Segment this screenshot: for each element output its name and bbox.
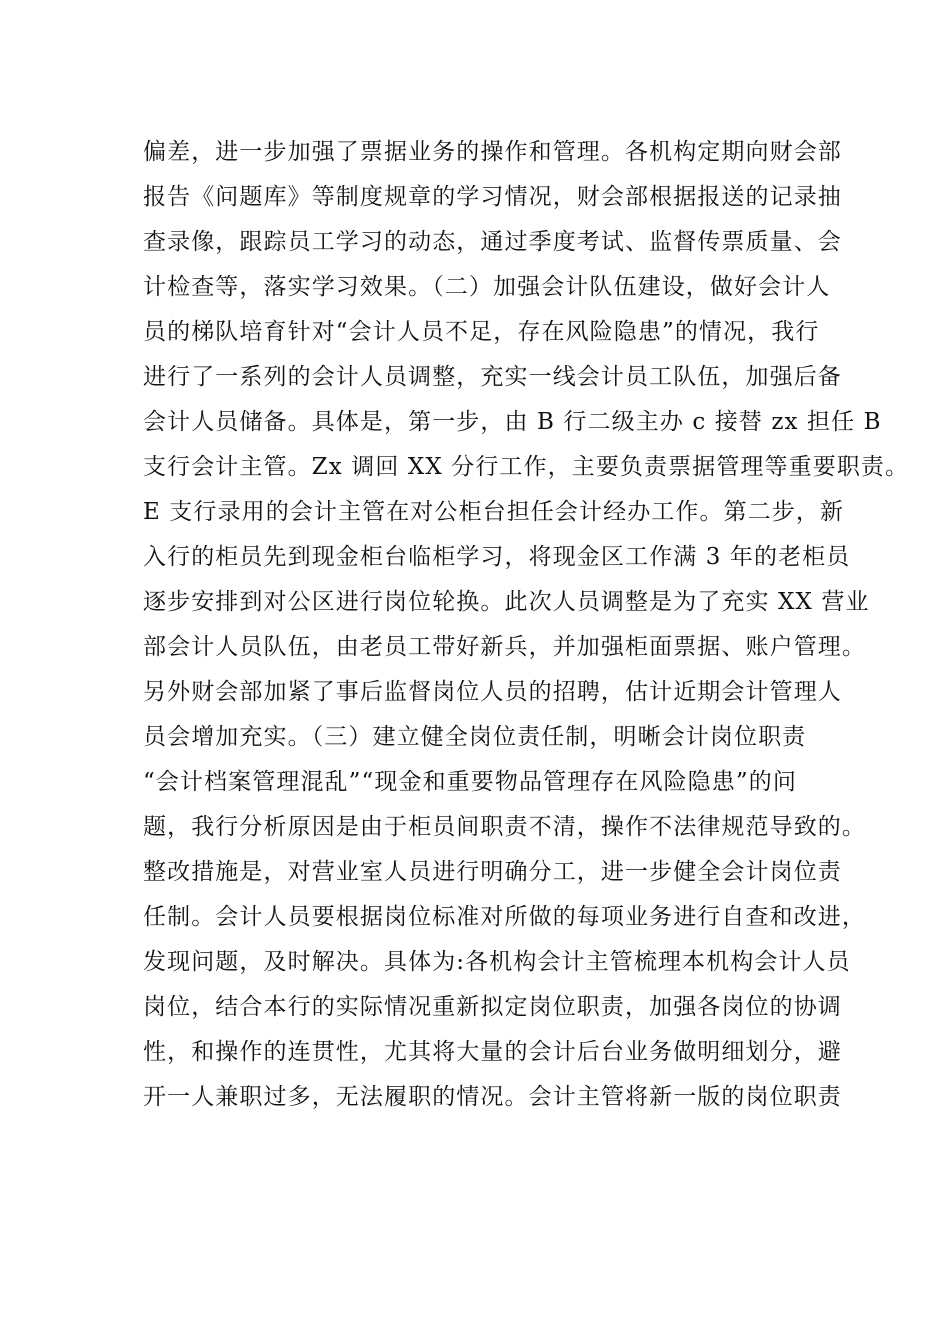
text-line: “会计档案管理混乱”“现金和重要物品管理存在风险隐患”的问	[143, 769, 797, 795]
text-line: 员的梯队培育针对“会计人员不足，存在风险隐患”的情况，我行	[143, 319, 820, 345]
text-line: 进行了一系列的会计人员调整，充实一线会计员工队伍，加强后备	[143, 364, 842, 390]
text-line: 员会增加充实。（三）建立健全岗位责任制，明晰会计岗位职责	[143, 724, 807, 750]
text-line: 查录像，跟踪员工学习的动态，通过季度考试、监督传票质量、会	[143, 229, 842, 255]
text-line: 岗位，结合本行的实际情况重新拟定岗位职责，加强各岗位的协调	[143, 994, 842, 1020]
body-text	[143, 130, 910, 1120]
text-line: 计检查等，落实学习效果。（二）加强会计队伍建设，做好会计人	[143, 274, 831, 300]
text-line: 任制。会计人员要根据岗位标准对所做的每项业务进行自查和改进，	[143, 904, 866, 930]
text-line: 开一人兼职过多，无法履职的情况。会计主管将新一版的岗位职责	[143, 1084, 842, 1110]
text-line: 性，和操作的连贯性，尤其将大量的会计后台业务做明细划分，避	[143, 1039, 842, 1065]
text-line: 报告《问题库》等制度规章的学习情况，财会部根据报送的记录抽	[143, 184, 842, 210]
text-line: 整改措施是，对营业室人员进行明确分工，进一步健全会计岗位责	[143, 859, 842, 885]
text-line: 支行会计主管。Zx 调回 XX 分行工作，主要负责票据管理等重要职责。	[143, 454, 910, 480]
text-line: 发现问题，及时解决。具体为:各机构会计主管梳理本机构会计人员	[143, 949, 851, 975]
text-line: 部会计人员队伍，由老员工带好新兵，并加强柜面票据、账户管理。	[143, 634, 866, 660]
text-line: 逐步安排到对公区进行岗位轮换。此次人员调整是为了充实 XX 营业	[143, 589, 870, 615]
text-line: 另外财会部加紧了事后监督岗位人员的招聘，估计近期会计管理人	[143, 679, 842, 705]
text-line: 偏差，进一步加强了票据业务的操作和管理。各机构定期向财会部	[143, 139, 842, 165]
text-line: E 支行录用的会计主管在对公柜台担任会计经办工作。第二步，新	[143, 499, 845, 525]
text-line: 入行的柜员先到现金柜台临柜学习，将现金区工作满 3 年的老柜员	[143, 544, 851, 570]
text-line: 题，我行分析原因是由于柜员间职责不清，操作不法律规范导致的。	[143, 814, 866, 840]
text-line: 会计人员储备。具体是，第一步，由 B 行二级主办 c 接替 zx 担任 B	[143, 409, 882, 435]
